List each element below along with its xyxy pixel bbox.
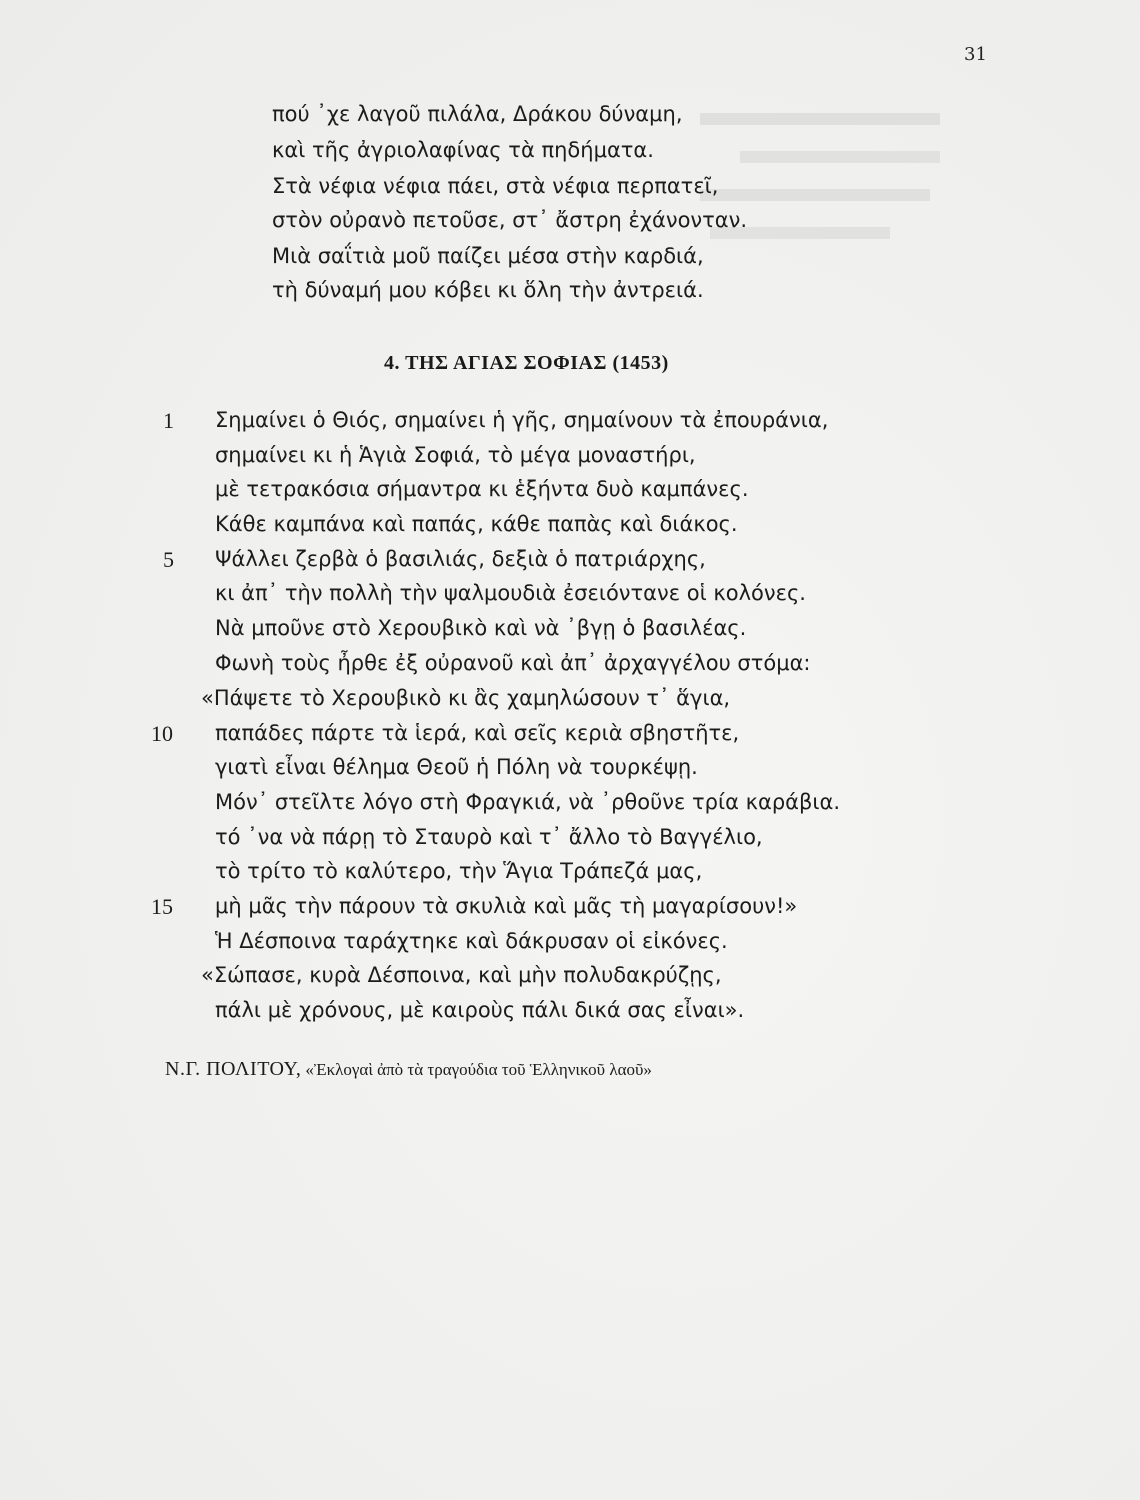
poem-line: τό ᾽να νὰ πάρῃ τὸ Σταυρὸ καὶ τ᾽ ἄλλο τὸ Βαγγέλιο, (215, 825, 763, 849)
poem-line: τὸ τρίτο τὸ καλύτερο, τὴν Ἅγια Τράπεζά μας, (215, 859, 703, 883)
intro-verse: τὴ δύναμή μου κόβει κι ὅλη τὴν ἀντρειά. (272, 278, 704, 302)
poem-line: μὴ μᾶς τὴν πάρουν τὰ σκυλιὰ καὶ μᾶς τὴ μαγαρίσουν!» (215, 894, 798, 918)
intro-verse: Μιὰ σαΐτιὰ μοῦ παίζει μέσα στὴν καρδιά, (272, 244, 704, 268)
poem-line: Σημαίνει ὁ Θιός, σημαίνει ἡ γῆς, σημαίνουν τὰ ἐπουράνια, (215, 408, 829, 432)
bleed-through-texture (700, 100, 940, 265)
intro-verse: Στὰ νέφια νέφια πάει, στὰ νέφια περπατεῖ, (272, 174, 719, 198)
poem-line: σημαίνει κι ἡ Ἁγιὰ Σοφιά, τὸ μέγα μοναστήρι, (215, 443, 696, 467)
source-work: «Ἐκλογαὶ ἀπὸ τὰ τραγούδια τοῦ Ἑλληνικοῦ λαοῦ» (305, 1060, 652, 1079)
poem-line: Κάθε καμπάνα καὶ παπάς, κάθε παπὰς καὶ διάκος. (215, 512, 738, 536)
poem-line: Ψάλλει ζερβὰ ὁ βασιλιάς, δεξιὰ ὁ πατριάρχης, (215, 547, 706, 571)
poem-line: Μόν᾽ στεῖλτε λόγο στὴ Φραγκιά, νὰ ᾽ρθοῦνε τρία καράβια. (215, 790, 841, 814)
poem-line: παπάδες πάρτε τὰ ἱερά, καὶ σεῖς κεριὰ σβηστῆτε, (215, 721, 740, 745)
line-number: 1 (163, 408, 174, 433)
poem-line: «Πάψετε τὸ Χερουβικὸ κι ἂς χαμηλώσουν τ᾽ ἅγια, (201, 686, 731, 710)
source-citation (165, 1058, 652, 1081)
poem-line: «Σώπασε, κυρὰ Δέσποινα, καὶ μὴν πολυδακρύζῃς, (201, 963, 722, 987)
line-number: 10 (151, 721, 173, 746)
line-number: 15 (151, 894, 173, 919)
line-number: 5 (163, 547, 174, 572)
poem-line: Νὰ μποῦνε στὸ Χερουβικὸ καὶ νὰ ᾽βγῃ ὁ βασιλέας. (215, 616, 747, 640)
poem-title: 4. ΤΗΣ ΑΓΙΑΣ ΣΟΦΙΑΣ (1453) (384, 352, 669, 374)
poem-line: Φωνὴ τοὺς ἦρθε ἐξ οὐρανοῦ καὶ ἀπ᾽ ἀρχαγγέλου στόμα: (215, 651, 811, 675)
intro-verse: πού ᾽χε λαγοῦ πιλάλα, Δράκου δύναμη, (272, 102, 683, 126)
source-author: Ν.Γ. ΠΟΛΙΤΟΥ, (165, 1058, 302, 1080)
poem-line: κι ἀπ᾽ τὴν πολλὴ τὴν ψαλμουδιὰ ἐσειόντανε οἱ κολόνες. (215, 581, 806, 605)
poem-line: μὲ τετρακόσια σήμαντρα κι ἑξήντα δυὸ καμπάνες. (215, 477, 749, 501)
poem-line: πάλι μὲ χρόνους, μὲ καιροὺς πάλι δικά σας εἶναι». (215, 998, 745, 1022)
page-number: 31 (964, 44, 987, 65)
poem-line: Ἡ Δέσποινα ταράχτηκε καὶ δάκρυσαν οἱ εἰκόνες. (215, 929, 728, 953)
poem-line: γιατὶ εἶναι θέλημα Θεοῦ ἡ Πόλη νὰ τουρκέψῃ. (215, 755, 698, 779)
intro-verse: καὶ τῆς ἀγριολαφίνας τὰ πηδήματα. (272, 138, 654, 162)
intro-verse: στὸν οὐρανὸ πετοῦσε, στ᾽ ἄστρη ἐχάνονταν. (272, 208, 748, 232)
